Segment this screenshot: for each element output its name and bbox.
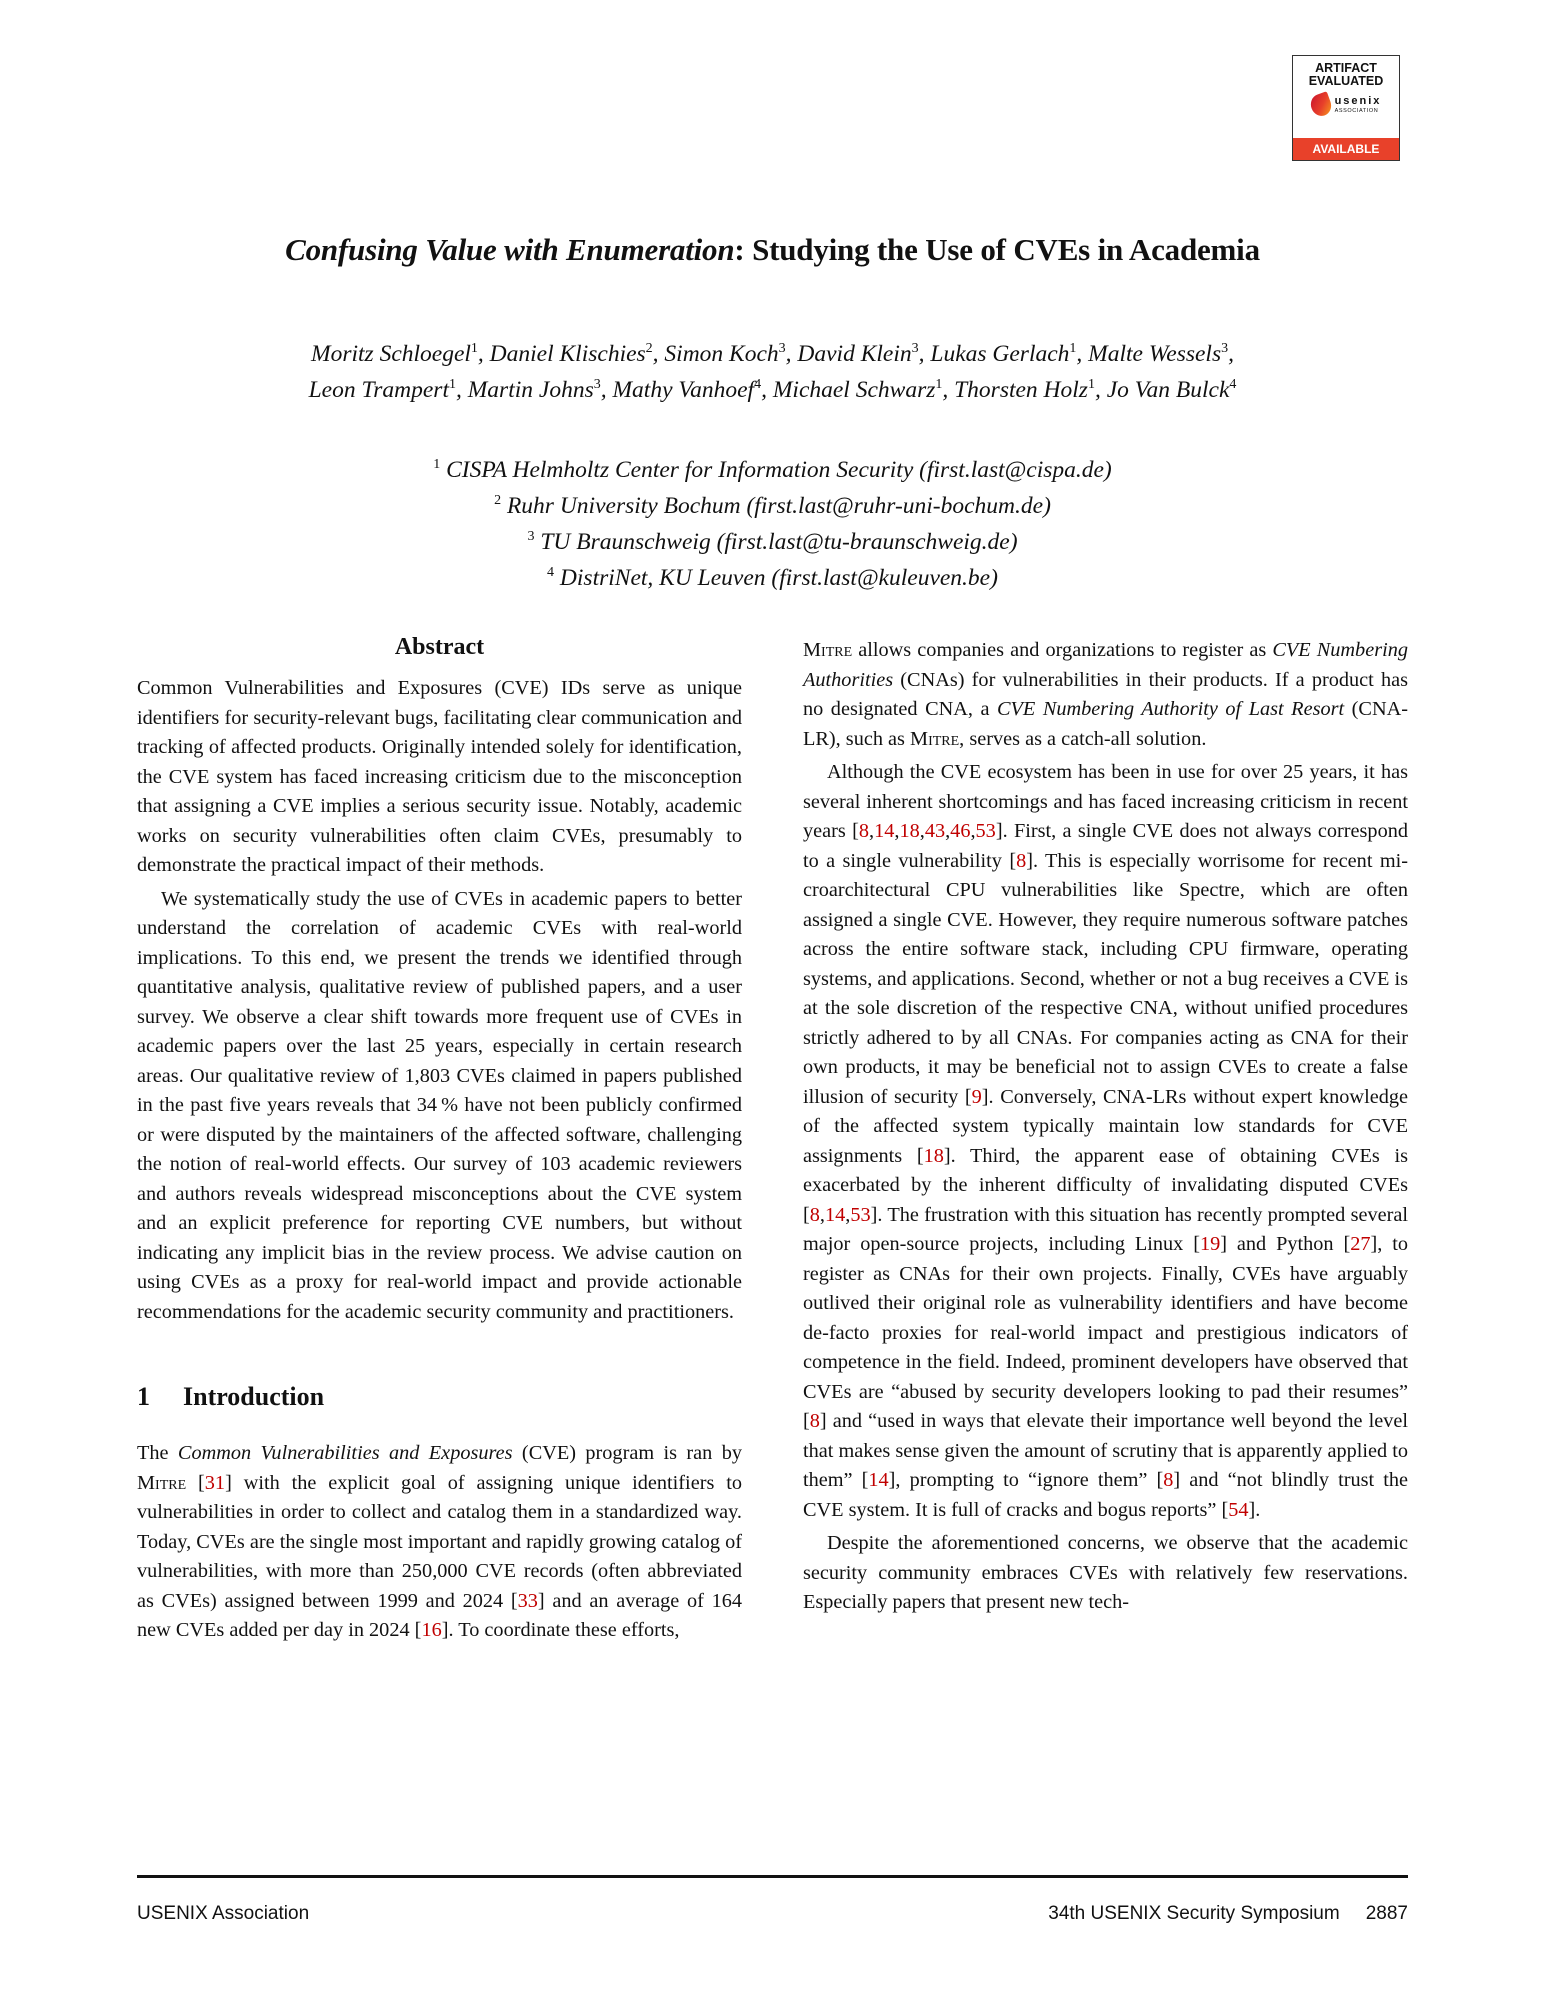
intro-paragraph-1: The Common Vulnerabilities and Exposures (CVE) program is ran by Mitre [31] with the explicit goal of assigning unique identifiers to vulnerabilities in order to collect and catalog them in a standardized way. Today, CVEs are the single most important and rapidly growing catalog of vulnerabilities, with more than 250,000 CVE records (often abbreviated as CVEs) assigned between 1999 and 2024 [33] and an average of 164 new CVEs added per day in 2024 [16]. To coordinate these efforts, bbox=[137, 1442, 743, 1641]
page-footer bbox=[137, 1903, 1408, 1925]
affiliation: $^2$ Ruhr University Bochum (first.last@ruhr-uni-bochum.de) bbox=[494, 493, 1051, 519]
citation-link[interactable]: 54 bbox=[1228, 1498, 1249, 1521]
citation-link[interactable]: 53 bbox=[850, 1203, 871, 1226]
intro-paragraph-1-continued: Mitre allows companies and organizations to register as CVE Numbering Authorities (CNAs) for vulnerabilities in their products. If a product has no designated CNA, a CVE Numbering Authority of Last Resort (CNA-LR), such as Mitre, serves as a catch-all solution. bbox=[803, 639, 1409, 750]
usenix-association-label: ASSOCIATION bbox=[1334, 107, 1379, 114]
author: David Klein$^3$ bbox=[797, 341, 919, 367]
author: Malte Wessels$^3$ bbox=[1088, 341, 1229, 367]
author-list: Moritz Schloegel$^1$, Daniel Klischies$^2$, Simon Koch$^3$, David Klein$^3$, Lukas Gerlach$^1$, Malte Wessels$^3$, Leon Trampert$^1$, Martin Johns$^3$, Mathy Vanhoef$^4$, Michael Schwarz$^1$, Thorsten Holz$^1$, Jo Van Bulck$^4$ bbox=[308, 341, 1237, 403]
author: Simon Koch$^3$ bbox=[664, 341, 786, 367]
author: Lukas Gerlach$^1$ bbox=[930, 341, 1077, 367]
citation-link[interactable]: 53 bbox=[975, 820, 996, 842]
abstract-heading: Abstract bbox=[394, 634, 485, 660]
affiliation: $^4$ DistriNet, KU Leuven (first.last@kuleuven.be) bbox=[547, 565, 998, 591]
page-number: 2887 bbox=[1365, 1903, 1408, 1924]
intro-paragraph-2: Although the CVE ecosystem has been in use for over 25 years, it has several inherent shortcomings and has faced increasing criticism in recent years [8,14,18,43,46,53]. First, a single CVE does not always correspond to a single vulnerability [8]. This is especially worrisome for recent microarchitectural CPU vulnerabilities like Spectre, which are often assigned a single CVE. However, they require numerous software patches across the entire software stack, including CPU firmware, operating systems, and applications. Second, whether or not a bug receives a CVE is at the sole discretion of the respective CNA, without unified procedures strictly adhered to by all CNAs. For companies acting as CNA for their own products, it may be beneficial not to assign CVEs to create a false illusion of security [9]. Conversely, CNA-LRs without expert knowledge of the affected system typically maintain low standards for CVE assignments [18]. Third, the apparent ease of obtaining CVEs is exacerbated by the inherent difficulty of invalidating disputed CVEs [8,14,53]. The frustration with this situation has recently prompted several major open-source projects, including Linux [19] and Python [27], to register as CNAs for their own projects. Finally, CVEs have arguably outlived their original role as vulnerability identifiers and have become de-facto proxies for real-world impact and prestigious indicators of competence in the field. Indeed, prominent developers have observed that CVEs are “abused by security developers looking to pad their resumes” [8] and “used in ways that elevate their importance well beyond the level that makes sense given the amount of scrutiny that is apparently applied to them” [14], prompting to “ignore them” [8] and “not blindly trust the CVE system. It is full of cracks and bogus reports” [54]. bbox=[803, 761, 1408, 1521]
citation-link[interactable]: 18 bbox=[923, 1144, 944, 1167]
citation-link[interactable]: 8 bbox=[809, 1410, 820, 1432]
right-column bbox=[803, 636, 1408, 1618]
abstract-paragraph-2: We systematically study the use of CVEs in academic papers to better understand the correlation of academic CVEs with real-world implications. To this end, we present the trends we identified through quantitative analysis, qualitative review of published papers, and a user survey. We observe a clear shift towards more frequent use of CVEs in academic papers over the last 25 years, especially in certain research areas. Our qualitative review of 1,803 CVEs claimed in papers published in the past five years reveals that 34 % have not been publicly confirmed or were disputed by the maintainers of the affected software, challenging the notion of real-world effects. Our survey of 103 academic reviewers and authors reveals widespread misconceptions about the CVE system and an explicit preference for reporting CVE numbers, but without indicating any implicit bias in the review process. We advise caution on using CVEs as a proxy for real-world impact and provide actionable recommendations for the academic security community and practitioners. bbox=[137, 887, 742, 1323]
footer-publisher: USENIX Association bbox=[137, 1903, 310, 1924]
citation-link[interactable]: 18 bbox=[899, 820, 920, 842]
citation-link[interactable]: 33 bbox=[517, 1589, 538, 1612]
author: Jo Van Bulck$^4$ bbox=[1106, 377, 1237, 403]
badge-line-artifact: ARTIFACT bbox=[1315, 61, 1377, 75]
affiliation: $^3$ TU Braunschweig (first.last@tu-braunschweig.de) bbox=[527, 529, 1018, 555]
footer-venue: 34th USENIX Security Symposium bbox=[1048, 1903, 1340, 1924]
citation-link[interactable]: 8 bbox=[858, 820, 870, 842]
mitre-name: Mitre bbox=[803, 639, 853, 661]
badge-line-evaluated: EVALUATED bbox=[1308, 74, 1384, 88]
paper-title-italic: Confusing Value with Enumeration bbox=[285, 232, 735, 267]
citation-link[interactable]: 8 bbox=[1016, 849, 1027, 872]
left-column bbox=[137, 632, 742, 1646]
section-heading-introduction: 1 Introduction bbox=[137, 1382, 325, 1411]
author: Daniel Klischies$^2$ bbox=[489, 341, 653, 367]
mitre-name: Mitre bbox=[137, 1471, 187, 1494]
paper-title-rest: : Studying the Use of CVEs in Academia bbox=[734, 232, 1260, 267]
author: Leon Trampert$^1$ bbox=[308, 377, 456, 403]
author: Mathy Vanhoef$^4$ bbox=[612, 377, 762, 403]
citation-link[interactable]: 14 bbox=[868, 1469, 889, 1491]
citation-link[interactable]: 31 bbox=[204, 1471, 226, 1494]
citation-link[interactable]: 16 bbox=[421, 1619, 442, 1641]
citation-link[interactable]: 19 bbox=[1199, 1233, 1221, 1255]
usenix-swoosh-icon bbox=[1307, 91, 1333, 119]
footer-divider bbox=[137, 1875, 1408, 1878]
citation-link[interactable]: 8 bbox=[809, 1203, 820, 1226]
affiliation: $^1$ CISPA Helmholtz Center for Information Security (first.last@cispa.de) bbox=[433, 457, 1112, 483]
citation-link[interactable]: 27 bbox=[1350, 1233, 1371, 1255]
artifact-evaluated-badge bbox=[1292, 55, 1400, 161]
footer-venue-and-page bbox=[1048, 1903, 1408, 1925]
author: Moritz Schloegel$^1$ bbox=[311, 341, 478, 367]
usenix-logo bbox=[1293, 91, 1399, 119]
mitre-name: Mitre bbox=[910, 727, 960, 750]
intro-paragraph-3: Despite the aforementioned concerns, we observe that the academic security community embraces CVEs with relatively few reservations. Especially papers that present new tech- bbox=[803, 1532, 1408, 1613]
author: Martin Johns$^3$ bbox=[467, 377, 601, 403]
abstract-paragraph-1: Common Vulnerabilities and Exposures (CVE) IDs serve as unique identifiers for security-relevant bugs, facilitating clear communication and tracking of affected products. Originally intended solely for identification, the CVE system has faced increasing criticism due to the misconception that assigning a CVE implies a serious security issue. Notably, academic works on security vulnerabilities often claim CVEs, presumably to demonstrate the practical impact of their methods. bbox=[137, 677, 742, 876]
usenix-wordmark: usenix bbox=[1334, 94, 1382, 107]
author: Michael Schwarz$^1$ bbox=[772, 377, 943, 403]
citation-link[interactable]: 43 bbox=[924, 820, 946, 842]
citation-link[interactable]: 8 bbox=[1163, 1469, 1174, 1491]
badge-status-available: AVAILABLE bbox=[1293, 138, 1399, 160]
citation-link[interactable]: 14 bbox=[874, 820, 895, 842]
citation-link[interactable]: 9 bbox=[971, 1085, 982, 1108]
paper-title bbox=[0, 232, 1545, 268]
citation-link[interactable]: 46 bbox=[950, 820, 971, 842]
affiliation-list bbox=[100, 452, 1445, 596]
citation-link[interactable]: 14 bbox=[824, 1203, 846, 1226]
author: Thorsten Holz$^1$ bbox=[954, 377, 1095, 403]
